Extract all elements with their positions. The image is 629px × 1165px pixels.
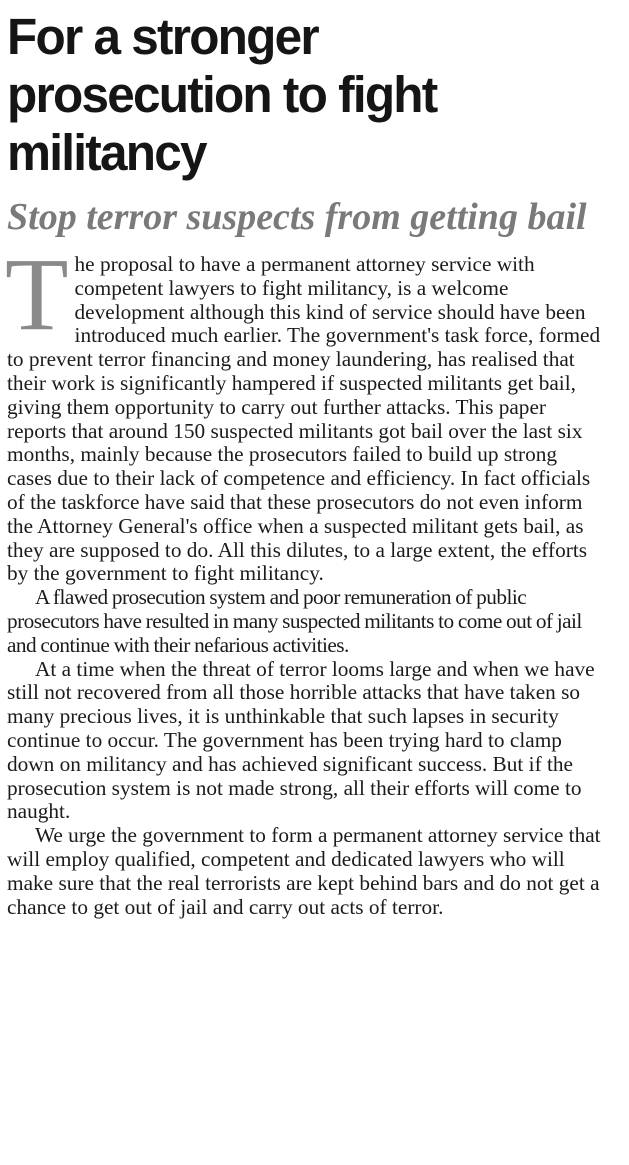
- paragraph-1: [5, 237, 607, 586]
- paragraph-1-text: he proposal to have a permanent attorney service with competent lawyers to fight militancy, is a welcome development although this kind of service should have been introduced much earlier. The government's task force, formed to prevent terror financing and money laundering, has realised that their work is significantly hampered if suspected militants get bail, giving them opportunity to carry out further attacks. This paper reports that around 150 suspected militants got bail over the last six months, mainly because the prosecutors failed to build up strong cases due to their lack of competence and efficiency. In fact officials of the taskforce have said that these prosecutors do not even inform the Attorney General's office when a suspected militant gets bail, as they are supposed to do. All this dilutes, to a large extent, the efforts by the government to fight militancy.: [7, 252, 601, 586]
- paragraph-2: A flawed prosecution system and poor remuneration of public prosecutors have resulted in many suspected militants to come out of jail and continue with their nefarious activities.: [7, 585, 582, 657]
- article-body: [5, 237, 607, 919]
- article: [7, 8, 607, 919]
- headline: For a stronger prosecution to fight militancy: [7, 8, 437, 181]
- paragraph-3: At a time when the threat of terror looms large and when we have still not recovered from all those horrible attacks that have taken so many precious lives, it is unthinkable that such lapses in security continue to occur. The government has been trying hard to clamp down on militancy and has achieved significant success. But if the prosecution system is not made strong, all their efforts will come to naught.: [7, 656, 595, 824]
- paragraph-4: We urge the government to form a permanent attorney service that will employ qualified, competent and dedicated lawyers who will make sure that the real terrorists are kept behind bars and do not get a chance to get out of jail and carry out acts of terror.: [7, 823, 601, 919]
- drop-cap: T: [5, 237, 69, 352]
- subheadline: Stop terror suspects from getting bail: [7, 196, 587, 238]
